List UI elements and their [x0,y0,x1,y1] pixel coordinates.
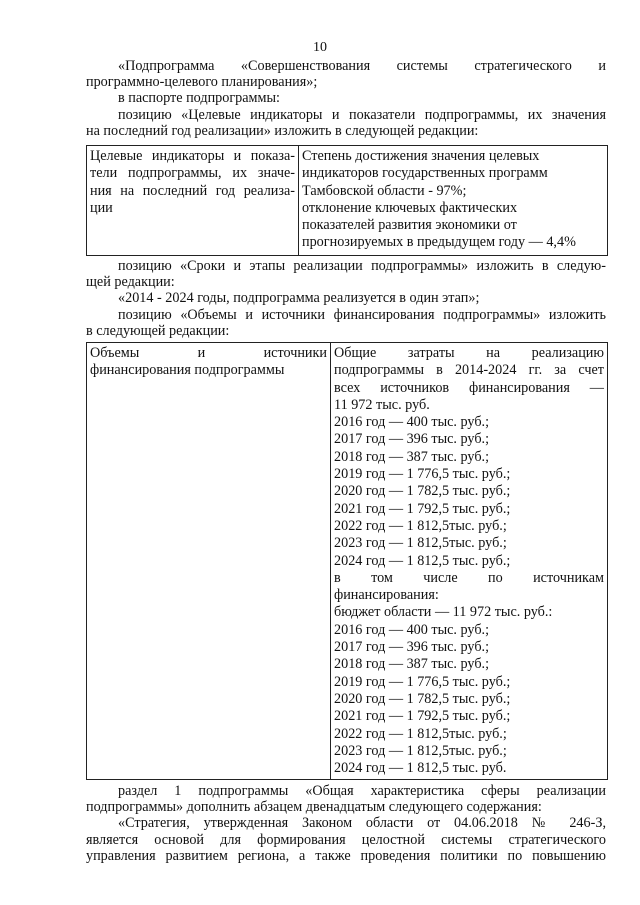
table1-left-line: ния на последний год реализа- [90,182,295,199]
table2-right-line: 2021 год — 1 792,5 тыс. руб.; [334,500,511,517]
table2-right-line: 2024 год — 1 812,5 тыс. руб.; [334,552,511,569]
middle-line-5: в следующей редакции: [86,322,230,339]
middle-line-3: «2014 - 2024 годы, подпрограмма реализуется в один этап»; [118,290,480,307]
table-row [87,146,608,256]
table2-right-line: 2017 год — 396 тыс. руб.; [334,431,490,448]
table2-right-line: 2024 год — 1 812,5 тыс. руб. [334,760,507,777]
table2-right-line: 2016 год — 400 тыс. руб.; [334,621,490,638]
table2-right-line: 2023 год — 1 812,5тыс. руб.; [334,742,507,759]
ending-line-2: подпрограммы» дополнить абзацем двенадцатым следующего содержания: [86,799,542,816]
intro-line-1: «Подпрограмма «Совершенствования системы стратегического и [118,58,606,74]
financing-label-cell [87,343,331,780]
table1-left-line: Целевые индикаторы и показа- [90,148,295,164]
indicators-label-cell [87,146,299,256]
table1-left-line: тели подпрограммы, их значе- [90,165,295,182]
table2-right-line: 2018 год — 387 тыс. руб.; [334,656,490,673]
ending-line-4: является основой для формирования целостной системы стратегического [86,831,606,848]
middle-line-2: щей редакции: [86,274,175,291]
middle-line-1: позицию «Сроки и этапы реализации подпрограммы» изложить в следую- [118,258,606,274]
table2-right-line: 11 972 тыс. руб. [334,396,430,413]
table2-right-line: всех источников финансирования — [334,379,604,396]
table1-left-line: ции [90,199,113,216]
ending-line-5: управления развитием региона, а также проведения политики по повышению [86,847,606,864]
intro-block [86,58,606,139]
ending-line-1: раздел 1 подпрограммы «Общая характеристика сферы реализации [118,783,606,799]
table2-right-line: 2022 год — 1 812,5тыс. руб.; [334,725,507,742]
indicators-value-cell [299,146,608,256]
table2-right-line: финансирования: [334,587,439,604]
table1-right-line: прогнозируемых в предыдущем году — 4,4% [302,234,576,251]
table2-right-line: 2023 год — 1 812,5тыс. руб.; [334,535,507,552]
intro-line-5: на последний год реализации» изложить в следующей редакции: [86,122,479,139]
table2-right-line: бюджет области — 11 972 тыс. руб.: [334,604,553,621]
middle-line-4: позицию «Объемы и источники финансирования подпрограммы» изложить [118,306,606,323]
table1-right-line: Тамбовской области - 97%; [302,182,467,199]
ending-line-3: «Стратегия, утвержденная Законом области от 04.06.2018 № 246-З, [118,815,606,832]
table1-right-line: показателей развития экономики от [302,217,517,234]
table2-right-line: 2019 год — 1 776,5 тыс. руб.; [334,466,511,483]
ending-block [86,783,606,864]
intro-line-2: программно-целевого планирования»; [86,74,318,91]
table2-left-line: финансирования подпрограммы [90,362,285,379]
table2-right-line: 2018 год — 387 тыс. руб.; [334,448,490,465]
financing-table [86,342,608,780]
table1-right-line: индикаторов государственных программ [302,165,548,182]
intro-line-3: в паспорте подпрограммы: [118,90,280,107]
table2-right-line: 2021 год — 1 792,5 тыс. руб.; [334,708,511,725]
intro-line-4: позицию «Целевые индикаторы и показатели подпрограммы, их значения [118,106,606,123]
page-number: 10 [313,40,327,55]
table2-right-line: подпрограммы в 2014-2024 гг. за счет [334,362,604,379]
table2-right-line: в том числе по источникам [334,569,604,586]
financing-value-cell [331,343,608,780]
table2-right-line: 2017 год — 396 тыс. руб.; [334,639,490,656]
table2-right-line: 2019 год — 1 776,5 тыс. руб.; [334,673,511,690]
table2-right-line: Общие затраты на реализацию [334,345,604,361]
table2-right-line: 2016 год — 400 тыс. руб.; [334,414,490,431]
middle-block [86,258,606,339]
table1-right-line: отклонение ключевых фактических [302,199,518,216]
table2-right-line: 2020 год — 1 782,5 тыс. руб.; [334,690,511,707]
table1-right-line: Степень достижения значения целевых [302,148,540,164]
indicators-table [86,145,608,256]
table2-right-line: 2020 год — 1 782,5 тыс. руб.; [334,483,511,500]
table-row [87,343,608,780]
table2-right-line: 2022 год — 1 812,5тыс. руб.; [334,517,507,534]
table2-left-line: Объемы и источники [90,345,327,361]
